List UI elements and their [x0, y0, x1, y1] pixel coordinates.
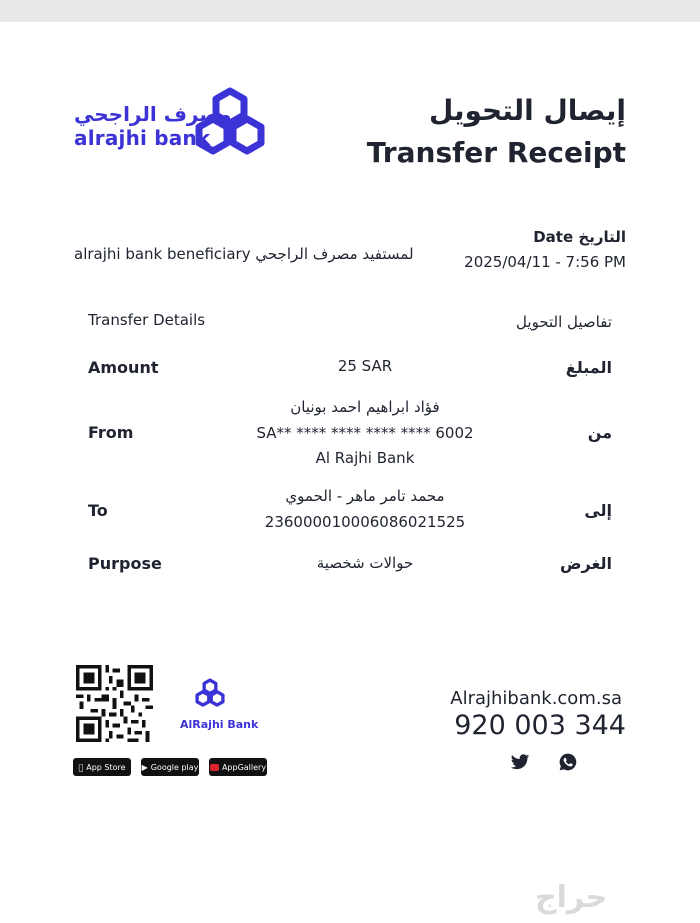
app-store-badge[interactable] — [73, 758, 131, 776]
from-label-arabic: من — [587, 423, 612, 442]
page-title: Transfer Receipt — [366, 136, 626, 169]
transfer-details-heading-arabic: تفاصيل التحويل — [516, 313, 612, 331]
google-play-badge[interactable] — [141, 758, 199, 776]
receipt-page — [0, 22, 700, 923]
to-name: محمد تامر ماهر - الحموي — [285, 487, 445, 505]
from-account: SA** **** **** **** **** 6002 — [256, 424, 474, 442]
from-label: From — [88, 423, 134, 442]
alrajhi-logo-icon — [192, 86, 268, 158]
phone-number[interactable]: 920 003 344 — [454, 710, 626, 741]
purpose-label-arabic: الغرض — [560, 554, 612, 573]
to-account: 236000010006086021525 — [264, 513, 466, 531]
qr-code-icon — [76, 665, 153, 742]
huawei-icon — [210, 764, 219, 771]
app-gallery-badge[interactable] — [209, 758, 267, 776]
from-bank: Al Rajhi Bank — [315, 449, 415, 467]
date-label: التاريخ Date — [533, 228, 626, 246]
app-gallery-label: AppGallery — [221, 762, 267, 772]
page-title-arabic: إيصال التحويل — [428, 94, 626, 127]
amount-label-arabic: المبلغ — [565, 358, 612, 377]
to-label-arabic: إلى — [584, 501, 612, 520]
alrajhi-small-logo-icon — [194, 678, 226, 708]
brand-small-name: AlRajhi Bank — [180, 718, 259, 731]
watermark: حراج — [535, 880, 608, 915]
logo-english-text: alrajhi bank — [74, 126, 211, 150]
purpose-label: Purpose — [88, 554, 162, 573]
google-play-label: Google play — [150, 762, 199, 772]
app-store-label: App Store — [83, 762, 124, 772]
apple-icon — [78, 763, 83, 772]
twitter-icon[interactable] — [510, 752, 530, 772]
logo-arabic-text: مصرف الراجحي — [74, 102, 232, 126]
website-link[interactable]: Alrajhibank.com.sa — [450, 688, 622, 709]
to-label: To — [88, 501, 108, 520]
amount-value: 25 SAR — [337, 357, 393, 375]
date-value: 2025/04/11 - 7:56 PM — [464, 253, 626, 271]
whatsapp-icon[interactable] — [558, 752, 578, 772]
purpose-value: حوالات شخصية — [316, 554, 414, 572]
amount-label: Amount — [88, 358, 159, 377]
google-play-icon: ▶ — [141, 762, 148, 772]
beneficiary-text: alrajhi bank beneficiary لمستفيد مصرف الراجحي — [74, 245, 414, 263]
from-name: فؤاد ابراهيم احمد بونيان — [290, 398, 440, 416]
transfer-details-heading: Transfer Details — [88, 311, 206, 329]
